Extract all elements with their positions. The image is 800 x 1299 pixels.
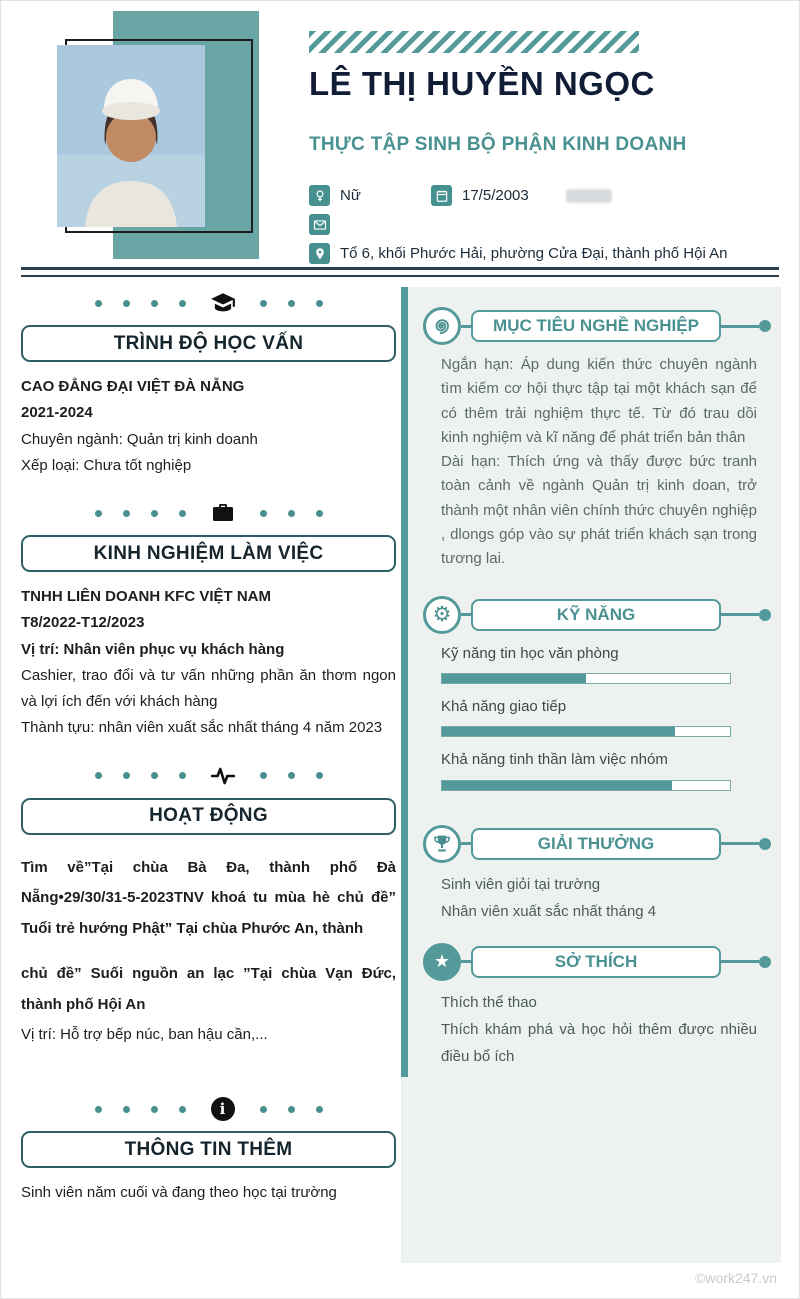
- skill-bar: [441, 780, 731, 791]
- hobby-item: Thích khám phá và học hỏi thêm được nhiều điều bổ ích: [441, 1020, 757, 1065]
- birthday-value: 17/5/2003: [462, 187, 529, 204]
- section-skills: [423, 596, 781, 791]
- hobby-item: Thích thể thao: [441, 993, 537, 1011]
- gender-row: [309, 185, 361, 206]
- skill-item: [441, 748, 757, 790]
- connector-line: [461, 325, 471, 328]
- section-activities: [21, 762, 396, 1052]
- info-circle-icon: i: [207, 1097, 239, 1121]
- candidate-name: LÊ THỊ HUYỀN NGỌC: [309, 65, 655, 102]
- section-education: [21, 289, 396, 479]
- activities-p1: Tìm về”Tại chùa Bà Đa, thành phố Đà Nẵng•29/30/31-5-2023TNV khoá tu mùa hè chủ đề” Tuổi trẻ hướng Phật” Tại chùa Phước An, thành: [21, 858, 396, 937]
- trophy-icon: [423, 825, 461, 863]
- connector-line: [721, 960, 759, 963]
- education-title: TRÌNH ĐỘ HỌC VẤN: [21, 325, 396, 362]
- pulse-wave-icon: [207, 763, 239, 789]
- spiral-icon: [423, 307, 461, 345]
- gender-icon: [309, 185, 330, 206]
- experience-company: TNHH LIÊN DOANH KFC VIỆT NAM: [21, 588, 271, 605]
- experience-position: Vị trí: Nhân viên phục vụ khách hàng: [21, 640, 285, 658]
- skill-bar-fill: [442, 674, 586, 683]
- activities-p2: chủ đề” Suối nguồn an lạc ”Tại chùa Vạn Đức, thành phố Hội An: [21, 964, 396, 1013]
- gear-icon: ⚙: [423, 596, 461, 634]
- awards-title: GIẢI THƯỞNG: [471, 828, 721, 860]
- connector-line: [721, 842, 759, 845]
- birthday-row: [431, 185, 529, 206]
- section-awards: [423, 825, 781, 925]
- section-ornament: [21, 499, 396, 527]
- email-icon: [309, 214, 330, 235]
- address-row: [309, 243, 769, 264]
- right-column: [401, 287, 781, 1263]
- connector-line: [721, 613, 759, 616]
- additional-title: THÔNG TIN THÊM: [21, 1131, 396, 1168]
- end-dot: [759, 838, 771, 850]
- watermark: ©work247.vn: [695, 1270, 777, 1286]
- education-period: 2021-2024: [21, 404, 93, 422]
- gender-value: Nữ: [340, 187, 361, 204]
- job-title: THỰC TẬP SINH BỘ PHẬN KINH DOANH: [309, 134, 687, 155]
- header-divider-bottom: [21, 275, 779, 277]
- skill-bar: [441, 726, 731, 737]
- end-dot: [759, 956, 771, 968]
- education-major: Chuyên ngành: Quản trị kinh doanh: [21, 430, 258, 448]
- section-experience: [21, 499, 396, 742]
- accent-bar: [401, 287, 408, 1077]
- award-item: Nhân viên xuất sắc nhất tháng 4: [441, 902, 657, 920]
- additional-text: Sinh viên năm cuối và đang theo học tại trường: [21, 1184, 337, 1201]
- section-ornament: [21, 1095, 396, 1123]
- skill-bar-fill: [442, 727, 675, 736]
- skill-item: [441, 642, 757, 684]
- connector-line: [461, 960, 471, 963]
- skill-label: Khả năng giao tiếp: [441, 697, 567, 715]
- hobbies-title: SỞ THÍCH: [471, 946, 721, 978]
- award-item: Sinh viên giỏi tại trường: [441, 875, 601, 893]
- redacted-text: [566, 189, 612, 203]
- profile-photo-placeholder: [57, 45, 205, 227]
- skill-label: Kỹ năng tin học văn phòng: [441, 644, 619, 662]
- connector-line: [461, 842, 471, 845]
- calendar-icon: [431, 185, 452, 206]
- decorative-stripes: [309, 31, 639, 53]
- left-column: [21, 289, 396, 1226]
- section-ornament: [21, 762, 396, 790]
- experience-desc: Cashier, trao đổi và tư vấn những phần ăn thơm ngon và lợi ích đến với khách hàng: [21, 666, 396, 710]
- graduation-cap-icon: [207, 290, 239, 316]
- skills-title: KỸ NĂNG: [471, 599, 721, 631]
- activities-p3: Vị trí: Hỗ trợ bếp núc, ban hậu cần,...: [21, 1026, 268, 1044]
- skill-label: Khả năng tinh thần làm việc nhóm: [441, 751, 668, 769]
- education-grade: Xếp loại: Chưa tốt nghiệp: [21, 456, 192, 474]
- activities-title: HOẠT ĐỘNG: [21, 798, 396, 835]
- connector-line: [461, 613, 471, 616]
- email-row: [309, 214, 330, 235]
- skill-bar: [441, 673, 731, 684]
- header-divider-top: [21, 267, 779, 270]
- section-additional-info: [21, 1095, 396, 1206]
- skill-item: [441, 695, 757, 737]
- profile-photo: [57, 45, 205, 227]
- section-ornament: [21, 289, 396, 317]
- connector-line: [721, 325, 759, 328]
- objective-short-term: Ngắn hạn: Áp dung kiến thức chuyên ngành tìm kiếm cơ hội thực tập tại một khách sạn để có thêm trải nghiệm thực tế. Từ đó trau dồi kinh nghiệm và kĩ năng để phát triển bản thân: [441, 356, 757, 446]
- location-pin-icon: [309, 243, 330, 264]
- experience-achievement: Thành tựu: nhân viên xuất sắc nhất tháng 4 năm 2023: [21, 719, 383, 737]
- star-icon: ★: [423, 943, 461, 981]
- objective-long-term: Dài hạn: Thích ứng và thấy được bức tranh toàn cảnh về ngành Quản trị kinh doan, trở thành một nhân viên chính thức chuyên nghiệp , dlongs góp vào sự phát triển khách sạn trong tương lai.: [441, 453, 757, 568]
- address-value: Tổ 6, khối Phước Hải, phường Cửa Đại, thành phố Hội An: [340, 245, 728, 262]
- experience-period: T8/2022-T12/2023: [21, 614, 145, 632]
- end-dot: [759, 320, 771, 332]
- skill-bar-fill: [442, 781, 672, 790]
- objective-title: MỤC TIÊU NGHỀ NGHIỆP: [471, 310, 721, 342]
- section-objective: [423, 307, 781, 572]
- experience-title: KINH NGHIỆM LÀM VIỆC: [21, 535, 396, 572]
- briefcase-icon: [207, 501, 239, 525]
- section-hobbies: [423, 943, 781, 1070]
- education-school: CAO ĐẲNG ĐẠI VIỆT ĐÀ NẴNG: [21, 378, 245, 395]
- end-dot: [759, 609, 771, 621]
